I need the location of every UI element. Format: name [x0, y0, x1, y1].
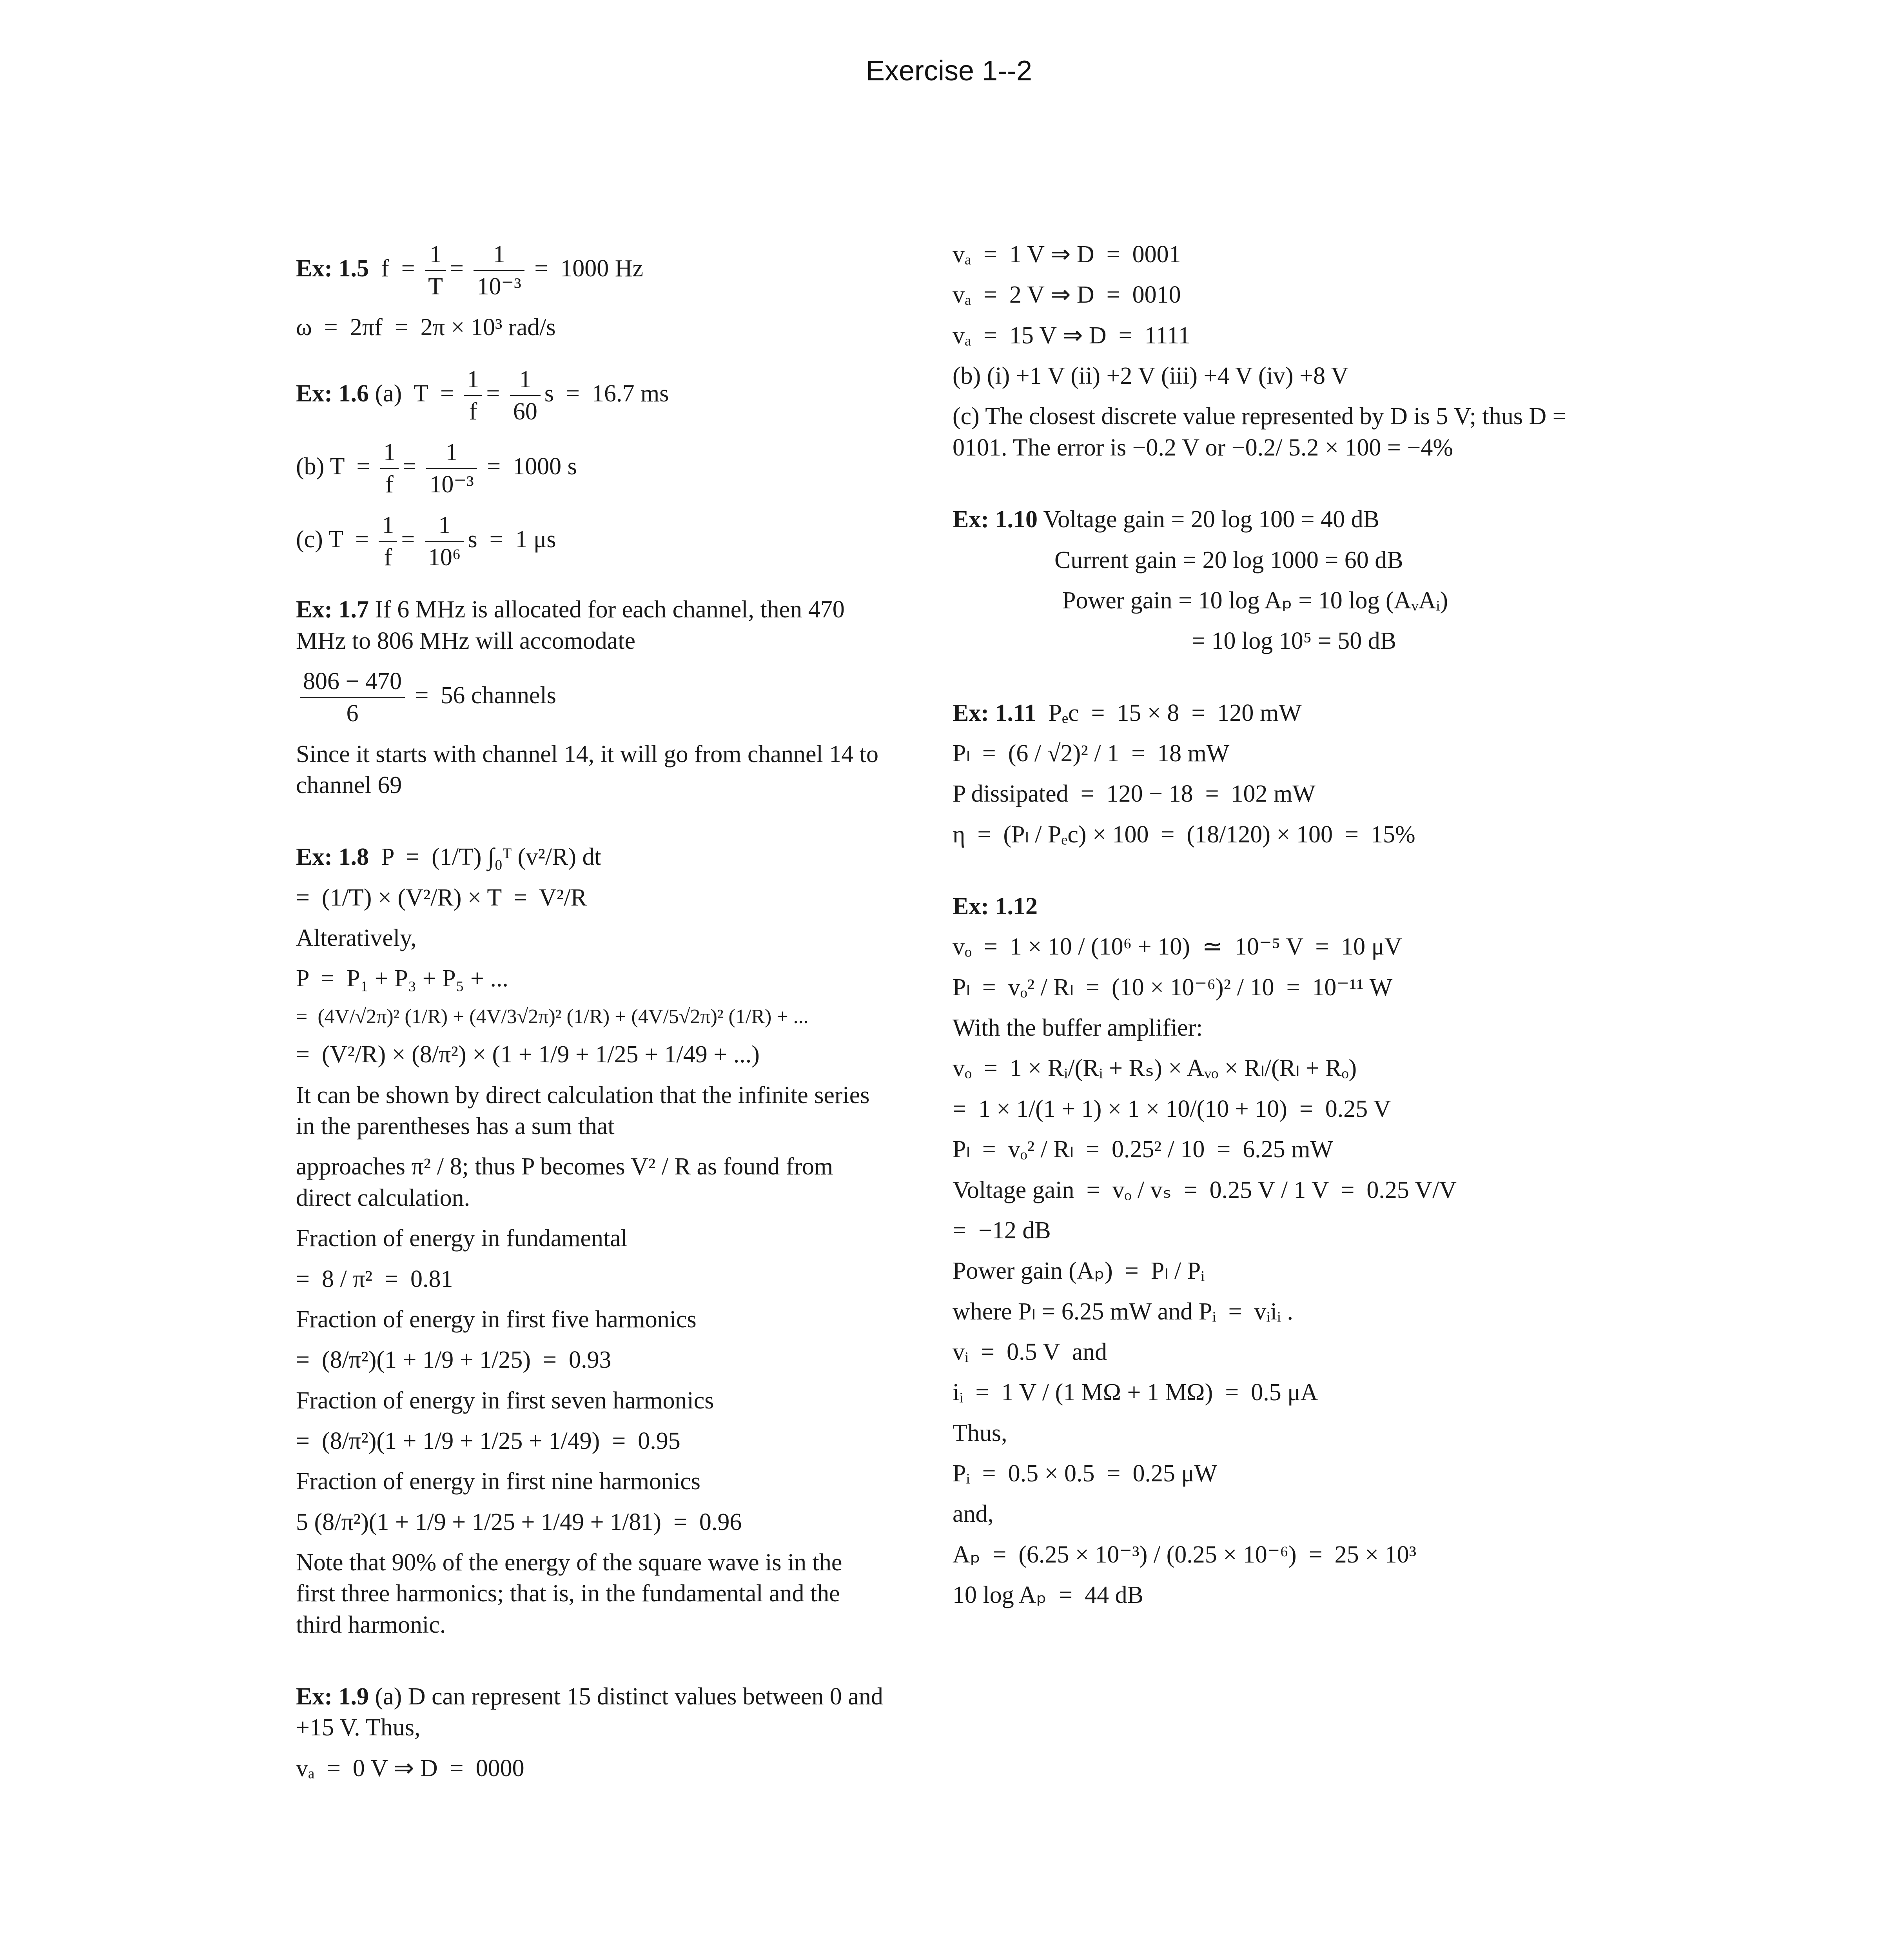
- ex18-line2: = (1/T) × (V²/R) × T = V²/R: [296, 884, 587, 911]
- ex112-line11: iᵢ = 1 V / (1 MΩ + 1 MΩ) = 0.5 μA: [953, 1379, 1318, 1406]
- ex112-line12: Pᵢ = 0.5 × 0.5 = 0.25 μW: [953, 1460, 1218, 1487]
- ex19-text: Ex: 1.9 (a) D can represent 15 distinct values between 0 and +15 V. Thus,: [296, 1683, 883, 1741]
- ex16-c: (c) T = $\frac{1}{f}$ = $\frac{1}{\text{10⁶}}$ s = 1 μs: [296, 510, 884, 573]
- ex19-label: Ex: 1.9: [296, 1683, 369, 1710]
- ex110-line1: Ex: 1.10 Voltage gain = 20 log 100 = 40 dB: [953, 506, 1379, 533]
- ex15-lhs: f =: [381, 255, 415, 282]
- ex18-line5: = (V²/R) × (8/π²) × (1 + 1/9 + 1/25 + 1/49 + ...): [296, 1041, 760, 1068]
- ex111-line1: Ex: 1.11 Pₑc = 15 × 8 = 120 mW: [953, 699, 1302, 726]
- ex16-label: Ex: 1.6: [296, 380, 369, 407]
- ex112-buffer: With the buffer amplifier:: [953, 1014, 1203, 1042]
- ex18-text1: It can be shown by direct calculation that the infinite series in the parentheses has a sum that: [296, 1082, 870, 1140]
- ex112-line5: Pₗ = vₒ² / Rₗ = 0.25² / 10 = 6.25 mW: [953, 1136, 1334, 1163]
- ex16-a-fraction-2: $\frac{1}{60}$: [510, 364, 541, 428]
- ex17-text2: Since it starts with channel 14, it will go from channel 14 to channel 69: [296, 740, 879, 799]
- ex17-calc: $\frac{806 - 470}{6}$ = 56 channels: [296, 666, 884, 730]
- ex16-b-fraction-2: $\frac{1}{\text{10⁻³}}$: [426, 437, 477, 501]
- ex18-note: Note that 90% of the energy of the square wave is in the first three harmonics; that is, in the fundamental and the third harmonic.: [296, 1549, 842, 1638]
- ex17-label: Ex: 1.7: [296, 596, 369, 623]
- ex18-alt: Alteratively,: [296, 925, 417, 952]
- ex111-line2: Pₗ = (6 / √2)² / 1 = 18 mW: [953, 740, 1230, 767]
- ex112-line8: Power gain (Aₚ) = Pₗ / Pᵢ: [953, 1258, 1205, 1285]
- ex17-fraction: $\frac{806 - 470}{6}$: [300, 666, 405, 730]
- left-column: [296, 239, 884, 1793]
- ex18-frac5: = (8/π²)(1 + 1/9 + 1/25) = 0.93: [296, 1347, 611, 1374]
- ex18-frac7: = (8/π²)(1 + 1/9 + 1/25 + 1/49) = 0.95: [296, 1427, 680, 1454]
- ex112-label: Ex: 1.12: [953, 893, 1038, 920]
- ex110-label: Ex: 1.10: [953, 506, 1038, 533]
- ex16-a: Ex: 1.6 (a) T = $\frac{1}{f}$ = $\frac{1}{60}$ s = 16.7 ms: [296, 364, 884, 428]
- ex19-line2: vₐ = 1 V ⇒ D = 0001: [953, 241, 1181, 268]
- ex112-line9: where Pₗ = 6.25 mW and Pᵢ = vᵢiᵢ .: [953, 1298, 1293, 1325]
- ex112-line3: vₒ = 1 × Rᵢ/(Rᵢ + Rₛ) × Aᵥₒ × Rₗ/(Rₗ + Rₒ): [953, 1055, 1357, 1082]
- ex16-c-fraction-1: $\frac{1}{f}$: [379, 510, 397, 573]
- ex111-label: Ex: 1.11: [953, 699, 1036, 726]
- ex19-line3: vₐ = 2 V ⇒ D = 0010: [953, 281, 1181, 309]
- ex18-frac9-label: Fraction of energy in first nine harmonics: [296, 1468, 700, 1495]
- ex112-thus: Thus,: [953, 1419, 1007, 1446]
- ex18-frac9: 5 (8/π²)(1 + 1/9 + 1/25 + 1/49 + 1/81) = 0.96: [296, 1508, 742, 1535]
- ex111-line4: η = (Pₗ / Pₑc) × 100 = (18/120) × 100 = 15%: [953, 821, 1415, 848]
- ex18-frac-fund-label: Fraction of energy in fundamental: [296, 1225, 628, 1252]
- ex18-line3: P = P₁ + P₃ + P₅ + ...: [296, 965, 508, 992]
- ex110-line4: = 10 log 10⁵ = 50 dB: [1192, 628, 1397, 655]
- ex15-fraction-1: $\frac{1}{T}$: [425, 239, 446, 303]
- ex112-line2: Pₗ = vₒ² / Rₗ = (10 × 10⁻⁶)² / 10 = 10⁻¹¹ W: [953, 974, 1393, 1001]
- ex18-frac5-label: Fraction of energy in first five harmonics: [296, 1306, 697, 1333]
- ex112-and: and,: [953, 1501, 994, 1528]
- ex111-line3: P dissipated = 120 − 18 = 102 mW: [953, 780, 1316, 808]
- ex112-line1: vₒ = 1 × 10 / (10⁶ + 10) ≃ 10⁻⁵ V = 10 μV: [953, 933, 1402, 960]
- ex18-frac-fund: = 8 / π² = 0.81: [296, 1265, 453, 1292]
- ex15-label: Ex: 1.5: [296, 255, 369, 282]
- ex112-line4: = 1 × 1/(1 + 1) × 1 × 10/(10 + 10) = 0.25 V: [953, 1095, 1391, 1122]
- ex19-b: (b) (i) +1 V (ii) +2 V (iii) +4 V (iv) +8 V: [953, 363, 1349, 390]
- page-title: Exercise 1--2: [866, 55, 1032, 87]
- ex15-fraction-2: $\frac{1}{\text{10⁻³}}$: [474, 239, 524, 303]
- ex112-line6: Voltage gain = vₒ / vₛ = 0.25 V / 1 V = 0.25 V/V: [953, 1176, 1457, 1203]
- ex15-result: = 1000 Hz: [534, 255, 644, 282]
- ex18-text2: approaches π² / 8; thus P becomes V² / R as found from direct calculation.: [296, 1153, 833, 1211]
- right-column: [953, 239, 1619, 1621]
- ex112-line13: Aₚ = (6.25 × 10⁻³) / (0.25 × 10⁻⁶) = 25 × 10³: [953, 1541, 1417, 1568]
- ex110-line3: Power gain = 10 log Aₚ = 10 log (AᵥAᵢ): [1062, 587, 1448, 614]
- ex16-c-fraction-2: $\frac{1}{\text{10⁶}}$: [425, 510, 464, 573]
- ex17-text1: Ex: 1.7 If 6 MHz is allocated for each channel, then 470 MHz to 806 MHz will accomodate: [296, 596, 845, 654]
- ex112-line7: = −12 dB: [953, 1217, 1051, 1244]
- ex19-c: (c) The closest discrete value represented by D is 5 V; thus D = 0101. The error is −0.2 V or −0.2/ 5.2 × 100 = −4%: [953, 403, 1566, 461]
- ex18-line1: Ex: 1.8 P = (1/T) ∫₀ᵀ (v²/R) dt: [296, 844, 601, 871]
- ex18-line4: = (4V/√2π)² (1/R) + (4V/3√2π)² (1/R) + (4V/5√2π)² (1/R) + ...: [296, 1005, 809, 1028]
- ex15-line1: Ex: 1.5 f = $\frac{1}{T}$ = $\frac{1}{\text{10⁻³}}$ = 1000 Hz: [296, 239, 884, 303]
- ex16-b-fraction-1: $\frac{1}{f}$: [380, 437, 399, 501]
- ex19-line1: vₐ = 0 V ⇒ D = 0000: [296, 1755, 524, 1782]
- ex18-frac7-label: Fraction of energy in first seven harmonics: [296, 1387, 714, 1414]
- ex112-line14: 10 log Aₚ = 44 dB: [953, 1582, 1143, 1609]
- ex19-line4: vₐ = 15 V ⇒ D = 1111: [953, 322, 1190, 349]
- ex15-line2: ω = 2πf = 2π × 10³ rad/s: [296, 314, 556, 341]
- ex16-a-fraction-1: $\frac{1}{f}$: [464, 364, 482, 428]
- ex110-line2: Current gain = 20 log 1000 = 60 dB: [1054, 546, 1403, 573]
- ex112-line10: vᵢ = 0.5 V and: [953, 1338, 1107, 1365]
- ex16-b: (b) T = $\frac{1}{f}$ = $\frac{1}{\text{10⁻³}}$ = 1000 s: [296, 437, 884, 501]
- ex18-label: Ex: 1.8: [296, 844, 369, 871]
